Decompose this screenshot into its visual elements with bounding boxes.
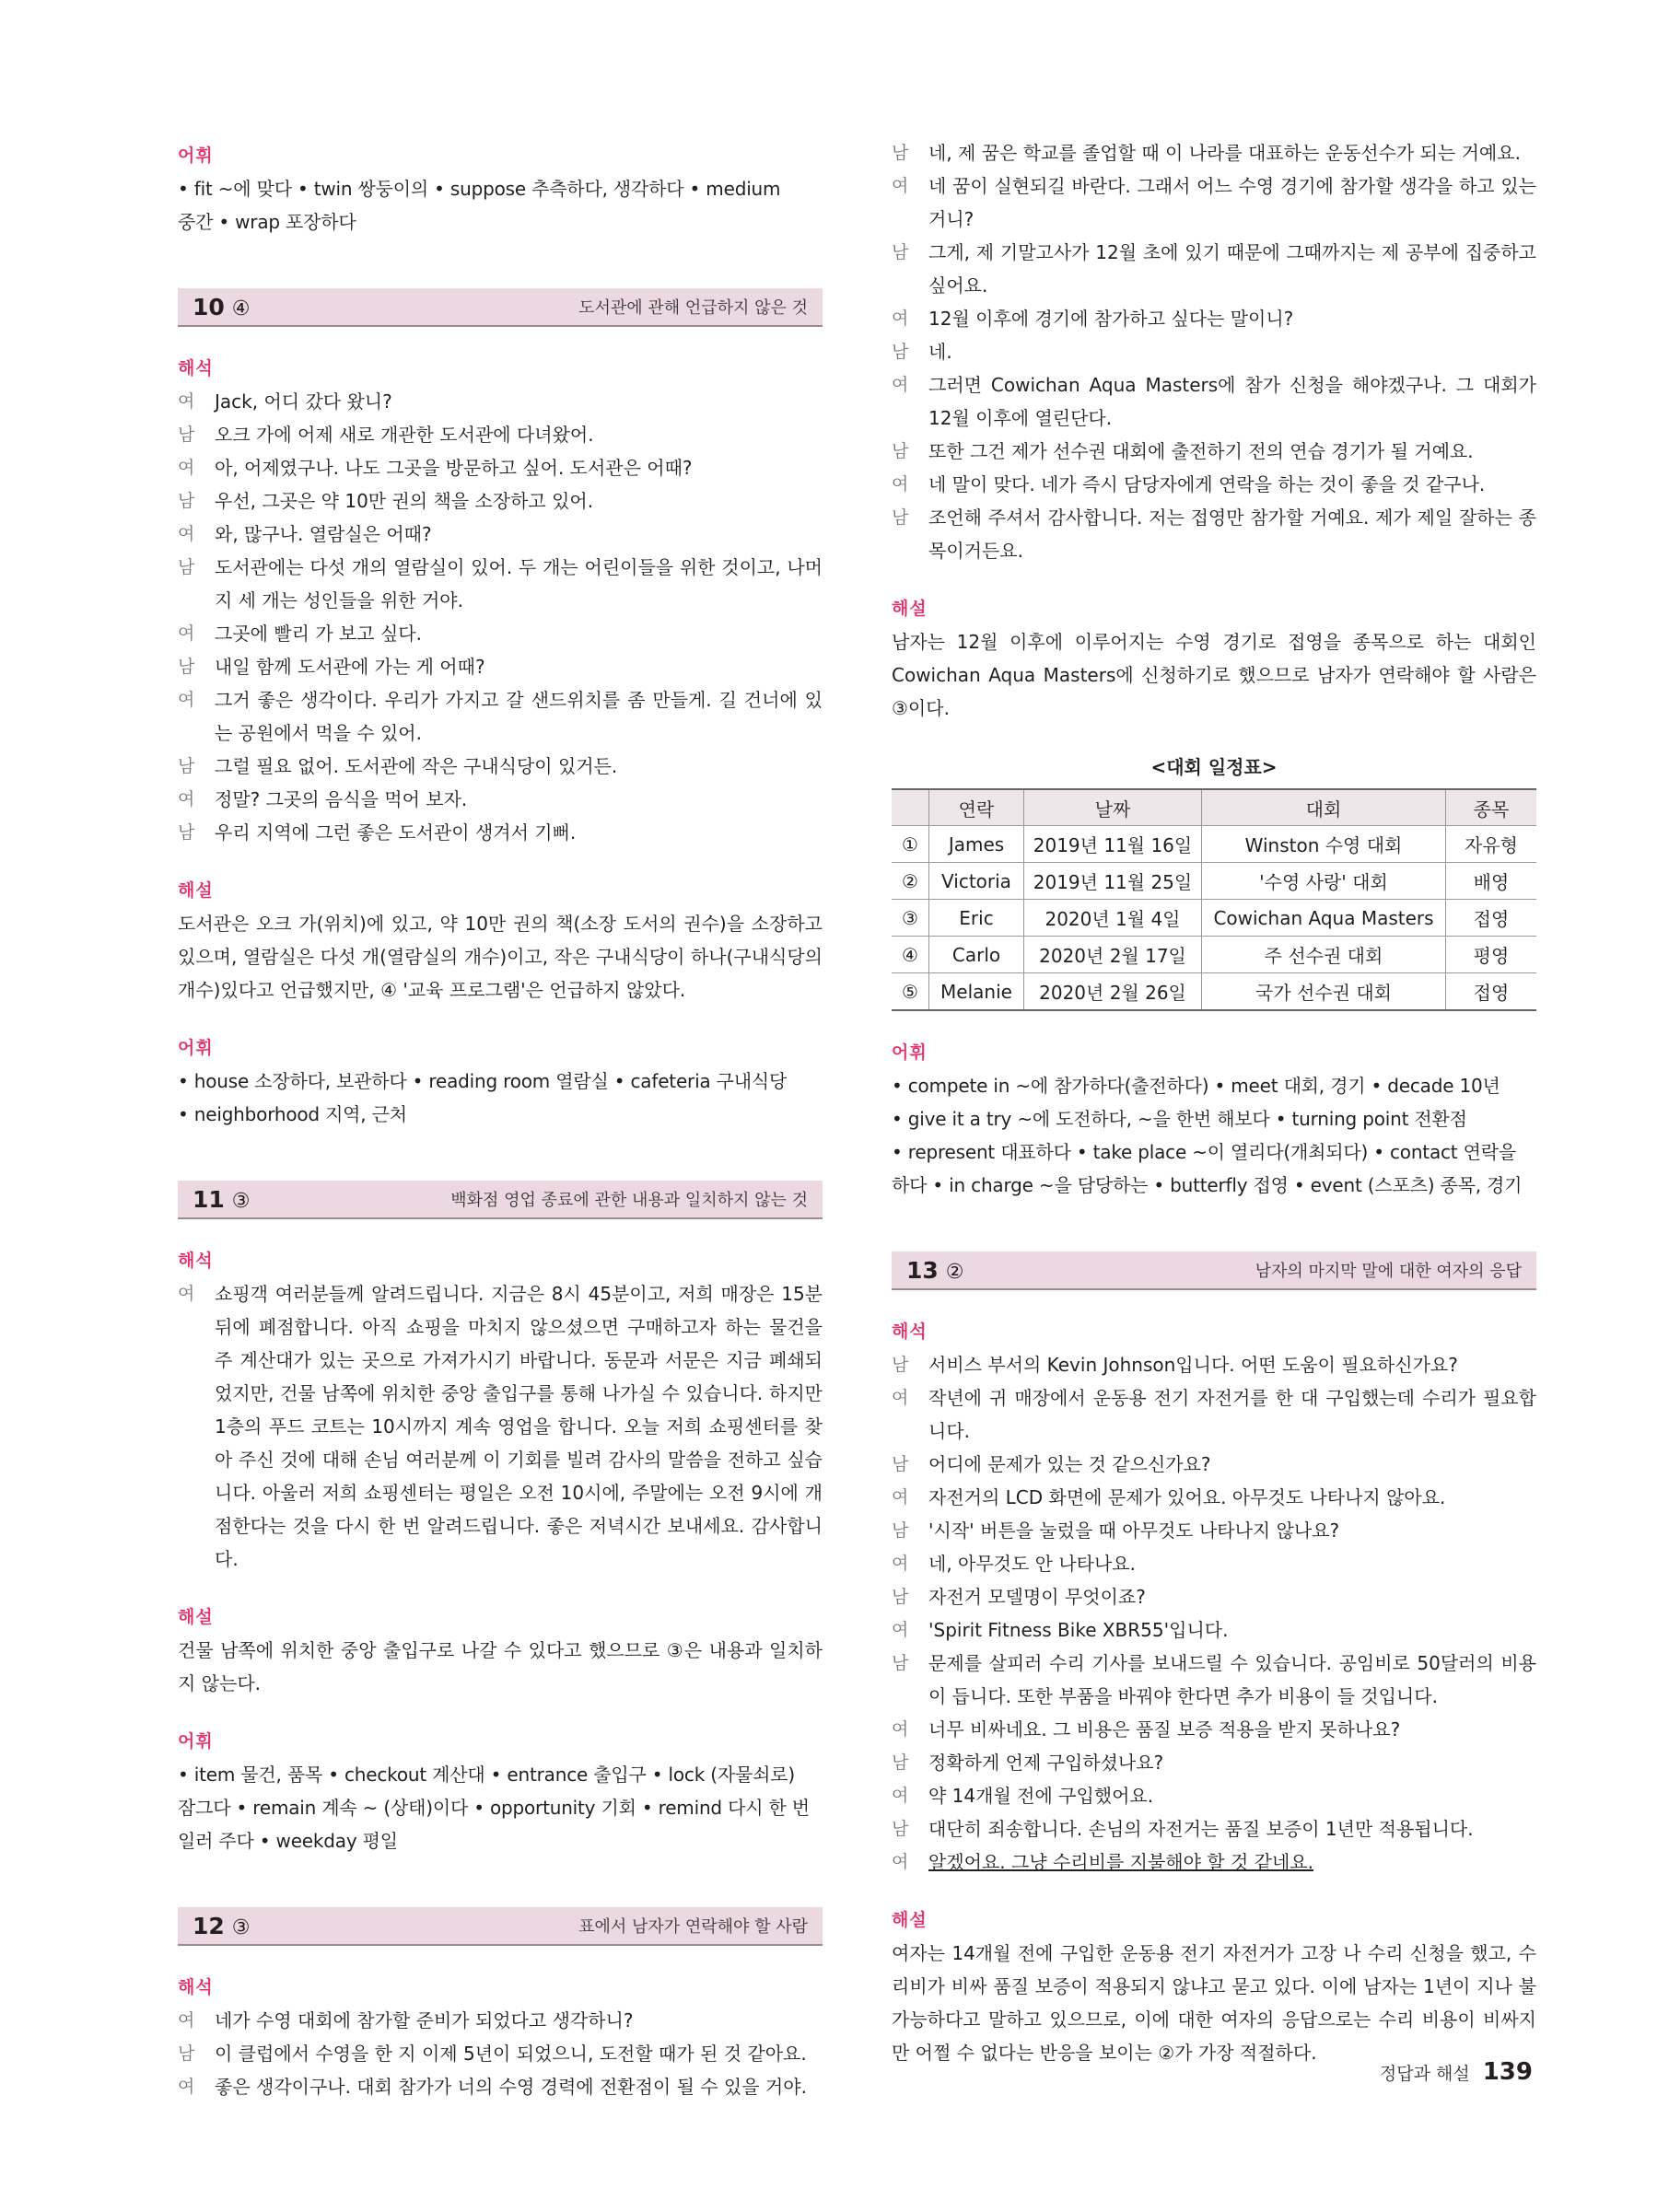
dialogue-line xyxy=(892,1481,1536,1514)
speaker: 여 xyxy=(178,2010,195,2031)
line-text: 'Spirit Fitness Bike XBR55'입니다. xyxy=(928,1619,1229,1641)
question-10-header xyxy=(178,288,823,327)
dialogue-line xyxy=(178,783,823,816)
translation-heading: 해석 xyxy=(178,358,214,378)
dialogue-line xyxy=(892,236,1536,302)
speaker: 남 xyxy=(892,1653,909,1673)
dialogue-line xyxy=(892,1779,1536,1812)
column-header: 날짜 xyxy=(1024,789,1202,826)
table-cell: Cowichan Aqua Masters xyxy=(1202,900,1446,937)
line-text: 작년에 귀 매장에서 운동용 전기 자전거를 한 대 구입했는데 수리가 필요합니다. xyxy=(928,1387,1536,1442)
table-cell: Carlo xyxy=(929,937,1024,973)
line-text: 네. xyxy=(928,341,952,363)
line-text: 쇼핑객 여러분들께 알려드립니다. 지금은 8시 45분이고, 저희 매장은 15분 뒤에 폐점합니다. 아직 쇼핑을 마치지 않으셨으면 구매하고자 하는 물건을 주 계산대가 있는 곳으로 가져가시기 바랍니다. 동문과 서문은 지금 폐쇄되었지만, 건물 남쪽에 위치한 중앙 출입구를 통해 나가실 수 있습니다. 하지만 1층의 푸드 코트는 10시까지 계속 영업을 합니다. 오늘 저희 쇼핑센터를 찾아 주신 것에 대해 손님 여러분께 이 기회를 빌려 감사의 말씀을 전하고 싶습니다. 아울러 저희 쇼핑센터는 평일은 오전 10시에, 주말에는 오전 9시에 개점한다는 것을 다시 한 번 알려드립니다. 좋은 저녁시간 보내세요. 감사합니다. xyxy=(215,1283,823,1570)
line-text: 그곳에 빨리 가 보고 싶다. xyxy=(215,623,422,645)
question-number: 10 ④ xyxy=(193,293,251,320)
dialogue-line xyxy=(892,435,1536,468)
speaker: 남 xyxy=(892,441,909,461)
column-header: 대회 xyxy=(1202,789,1446,826)
table-cell: 자유형 xyxy=(1446,826,1537,863)
right-column xyxy=(892,136,1536,2069)
dialogue-line xyxy=(892,468,1536,501)
page-number: 139 xyxy=(1482,2058,1533,2086)
table-row xyxy=(892,863,1536,900)
table-cell: ② xyxy=(892,863,929,900)
speaker: 여 xyxy=(892,1554,909,1574)
dialogue-line xyxy=(892,169,1536,236)
page-footer xyxy=(1380,2058,1533,2086)
dialogue-line xyxy=(178,2070,823,2103)
line-text: 정확하게 언제 구입하셨나요? xyxy=(928,1752,1164,1774)
table-cell: Winston 수영 대회 xyxy=(1202,826,1446,863)
question-topic: 남자의 마지막 말에 대한 여자의 응답 xyxy=(1255,1262,1522,1281)
dialogue-line xyxy=(892,368,1536,435)
dialogue-line xyxy=(892,1580,1536,1613)
line-text: 약 14개월 전에 구입했어요. xyxy=(928,1785,1154,1807)
dialogue-line xyxy=(892,501,1536,567)
table-cell: 배영 xyxy=(1446,863,1537,900)
answer-mark: ② xyxy=(945,1260,964,1284)
speaker: 여 xyxy=(892,375,909,395)
dialogue-line xyxy=(178,418,823,451)
speaker: 여 xyxy=(892,1620,909,1640)
explanation-heading: 해설 xyxy=(892,599,928,619)
table-cell: 국가 선수권 대회 xyxy=(1202,973,1446,1011)
vocab-line: • house 소장하다, 보관하다 • reading room 열람실 • cafeteria 구내식당 xyxy=(178,1070,788,1092)
explanation-heading: 해설 xyxy=(892,1910,928,1930)
dialogue xyxy=(178,385,823,849)
line-text: 서비스 부서의 Kevin Johnson입니다. 어떤 도움이 필요하신가요? xyxy=(928,1354,1458,1376)
speaker: 남 xyxy=(892,1819,909,1839)
vocab-heading: 어휘 xyxy=(178,146,214,166)
table-cell: 2019년 11월 16일 xyxy=(1024,826,1202,863)
answer-mark: ③ xyxy=(231,1915,251,1939)
speaker: 남 xyxy=(892,1355,909,1375)
table-cell: James xyxy=(929,826,1024,863)
footer-label: 정답과 해설 xyxy=(1379,2064,1470,2084)
dialogue-line xyxy=(178,484,823,518)
dialogue-line xyxy=(178,650,823,683)
table-row xyxy=(892,937,1536,973)
explanation-text: 도서관은 오크 가(위치)에 있고, 약 10만 권의 책(소장 도서의 권수)을 소장하고 있으며, 열람실은 다섯 개(열람실의 개수)이고, 작은 구내식당이 하나(구내식당의 개수)있다고 언급했지만, ④ '교육 프로그램'은 언급하지 않았다. xyxy=(178,913,823,1001)
speaker: 남 xyxy=(178,822,195,843)
table-cell: 주 선수권 대회 xyxy=(1202,937,1446,973)
line-text: 우선, 그곳은 약 10만 권의 책을 소장하고 있어. xyxy=(215,490,594,512)
table-header-row xyxy=(892,789,1536,826)
line-text: 또한 그건 제가 선수권 대회에 출전하기 전의 연습 경기가 될 거예요. xyxy=(928,440,1474,462)
translation-heading: 해석 xyxy=(892,1321,928,1342)
line-text: Jack, 어디 갔다 왔니? xyxy=(215,390,392,413)
line-text: 문제를 살피러 수리 기사를 보내드릴 수 있습니다. 공임비로 50달러의 비용이 듭니다. 또한 부품을 바꿔야 한다면 추가 비용이 들 것입니다. xyxy=(928,1652,1536,1707)
table-cell: 2020년 2월 26일 xyxy=(1024,973,1202,1011)
line-text: 내일 함께 도서관에 가는 게 어때? xyxy=(215,656,485,678)
speaker: 여 xyxy=(892,1786,909,1806)
speaker: 남 xyxy=(892,242,909,262)
line-text: 12월 이후에 경기에 참가하고 싶다는 말이니? xyxy=(928,308,1294,330)
speaker: 남 xyxy=(892,507,909,528)
table-cell: 2020년 1월 4일 xyxy=(1024,900,1202,937)
line-text: 그러면 Cowichan Aqua Masters에 참가 신청을 해야겠구나. 그 대회가 12월 이후에 열린단다. xyxy=(928,374,1536,429)
dialogue-line xyxy=(178,451,823,484)
dialogue-line xyxy=(178,683,823,750)
vocab-line: 중간 • wrap 포장하다 xyxy=(178,211,356,233)
dialogue-line xyxy=(892,1381,1536,1448)
line-text: 네, 제 꿈은 학교를 졸업할 때 이 나라를 대표하는 운동선수가 되는 거예요. xyxy=(928,142,1521,164)
speaker: 여 xyxy=(178,789,195,809)
table-cell: Victoria xyxy=(929,863,1024,900)
table-cell: ④ xyxy=(892,937,929,973)
dialogue-line xyxy=(892,136,1536,169)
table-row xyxy=(892,973,1536,1011)
speaker: 여 xyxy=(178,524,195,544)
table-cell: 2020년 2월 17일 xyxy=(1024,937,1202,973)
question-number: 13 ② xyxy=(906,1256,964,1284)
dialogue xyxy=(892,136,1536,567)
speaker: 여 xyxy=(178,391,195,412)
dialogue-line xyxy=(178,518,823,551)
dialogue-line xyxy=(892,1348,1536,1381)
line-text: 어디에 문제가 있는 것 같으신가요? xyxy=(928,1453,1211,1475)
dialogue-line xyxy=(892,1746,1536,1779)
speaker: 여 xyxy=(892,309,909,329)
dialogue-line xyxy=(178,2037,823,2070)
line-text: 오크 가에 어제 새로 개관한 도서관에 다녀왔어. xyxy=(215,424,594,446)
line-text: 너무 비싸네요. 그 비용은 품질 보증 적용을 받지 못하나요? xyxy=(928,1718,1401,1740)
speaker: 여 xyxy=(892,1719,909,1740)
competition-schedule-table xyxy=(892,788,1536,1011)
line-text: 우리 지역에 그런 좋은 도서관이 생겨서 기뻐. xyxy=(215,821,577,844)
question-topic: 백화점 영업 종료에 관한 내용과 일치하지 않는 것 xyxy=(450,1191,808,1210)
table-cell: ⑤ xyxy=(892,973,929,1011)
vocab-line: • compete in ~에 참가하다(출전하다) • meet 대회, 경기 • decade 10년 xyxy=(892,1075,1500,1097)
speaker: 남 xyxy=(178,425,195,445)
speaker: 남 xyxy=(892,143,909,163)
column-header: 연락 xyxy=(929,789,1024,826)
dialogue-line xyxy=(178,2004,823,2037)
line-text: 네 꿈이 실현되길 바란다. 그래서 어느 수영 경기에 참가할 생각을 하고 있는 거니? xyxy=(928,175,1536,230)
explanation-text: 건물 남쪽에 위치한 중앙 출입구로 나갈 수 있다고 했으므로 ③은 내용과 일치하지 않는다. xyxy=(178,1639,823,1694)
line-text: 네, 아무것도 안 나타나요. xyxy=(928,1553,1136,1575)
speaker: 여 xyxy=(178,458,195,478)
line-text: 그거 좋은 생각이다. 우리가 가지고 갈 샌드위치를 좀 만들게. 길 건너에 있는 공원에서 먹을 수 있어. xyxy=(215,689,823,744)
vocab-line: 잠그다 • remain 계속 ~ (상태)이다 • opportunity 기회 • remind 다시 한 번 xyxy=(178,1797,810,1819)
vocab-line: • fit ~에 맞다 • twin 쌍둥이의 • suppose 추측하다, 생각하다 • medium xyxy=(178,178,781,200)
question-12-header xyxy=(178,1907,823,1946)
table-cell: ① xyxy=(892,826,929,863)
dialogue-line xyxy=(892,335,1536,368)
question-number: 11 ③ xyxy=(193,1185,251,1213)
line-text: 그럴 필요 없어. 도서관에 작은 구내식당이 있거든. xyxy=(215,755,618,777)
vocab-line: • represent 대표하다 • take place ~이 열리다(개최되다) • contact 연락을 xyxy=(892,1141,1516,1163)
line-text: 정말? 그곳의 음식을 먹어 보자. xyxy=(215,788,468,810)
table-cell: 2019년 11월 25일 xyxy=(1024,863,1202,900)
left-column xyxy=(178,136,823,2103)
dialogue-line xyxy=(892,1547,1536,1580)
speaker: 남 xyxy=(892,1752,909,1773)
question-11-header xyxy=(178,1181,823,1219)
line-text: 도서관에는 다섯 개의 열람실이 있어. 두 개는 어린이들을 위한 것이고, 나머지 세 개는 성인들을 위한 거야. xyxy=(215,556,823,611)
line-text: 아, 어제였구나. 나도 그곳을 방문하고 싶어. 도서관은 어때? xyxy=(215,457,693,479)
line-text: 이 클럽에서 수영을 한 지 이제 5년이 되었으니, 도전할 때가 된 것 같아요. xyxy=(215,2043,807,2065)
speaker: 남 xyxy=(178,2043,195,2064)
question-13-header xyxy=(892,1252,1536,1290)
line-text: 자전거 모델명이 무엇이죠? xyxy=(928,1586,1146,1608)
dialogue-line xyxy=(892,1713,1536,1746)
speaker: 남 xyxy=(178,491,195,511)
dialogue xyxy=(892,1348,1536,1879)
line-text: 그게, 제 기말고사가 12월 초에 있기 때문에 그때까지는 제 공부에 집중하고 싶어요. xyxy=(928,241,1536,297)
dialogue-line xyxy=(178,617,823,650)
vocab-heading: 어휘 xyxy=(178,1038,214,1058)
table-row xyxy=(892,826,1536,863)
speaker: 여 xyxy=(178,690,195,710)
table-cell: Eric xyxy=(929,900,1024,937)
vocab-heading: 어휘 xyxy=(892,1042,928,1063)
speaker: 남 xyxy=(892,342,909,362)
dialogue-line xyxy=(892,1448,1536,1481)
dialogue-line xyxy=(892,302,1536,335)
speaker: 여 xyxy=(892,1388,909,1408)
dialogue-line xyxy=(892,1845,1536,1879)
speaker: 여 xyxy=(892,1852,909,1872)
translation-heading: 해석 xyxy=(178,1977,214,1997)
dialogue-line xyxy=(892,1647,1536,1713)
table-title: <대회 일정표> xyxy=(1150,756,1278,778)
speaker: 여 xyxy=(892,176,909,196)
speaker: 남 xyxy=(892,1587,909,1607)
speaker: 남 xyxy=(892,1520,909,1541)
speaker: 남 xyxy=(178,756,195,776)
vocab-line: • neighborhood 지역, 근처 xyxy=(178,1103,407,1125)
vocab-line: • item 물건, 품목 • checkout 계산대 • entrance 출입구 • lock (자물쇠로) xyxy=(178,1764,795,1786)
explanation-heading: 해설 xyxy=(178,880,214,901)
table-row xyxy=(892,900,1536,937)
table-cell: Melanie xyxy=(929,973,1024,1011)
speaker: 남 xyxy=(178,557,195,577)
question-topic: 도서관에 관해 언급하지 않은 것 xyxy=(578,298,808,318)
speaker: 남 xyxy=(178,657,195,677)
dialogue-line xyxy=(178,750,823,783)
question-number: 12 ③ xyxy=(193,1912,251,1939)
speaker: 여 xyxy=(178,1284,195,1304)
dialogue-line xyxy=(892,1514,1536,1547)
vocab-line: 하다 • in charge ~을 담당하는 • butterfly 접영 • event (스포츠) 종목, 경기 xyxy=(892,1174,1523,1196)
explanation-text: 여자는 14개월 전에 구입한 운동용 전기 자전거가 고장 나 수리 신청을 했고, 수리비가 비싸 품질 보증이 적용되지 않냐고 묻고 있다. 이에 남자는 1년이 지나 불가능하다고 말하고 있으므로, 이에 대한 여자의 응답으로는 수리 비용이 비싸지만 어쩔 수 없다는 반응을 보이는 ②가 가장 적절하다. xyxy=(892,1942,1536,2064)
column-header: 종목 xyxy=(1446,789,1537,826)
speaker: 남 xyxy=(892,1454,909,1474)
line-text: 자전거의 LCD 화면에 문제가 있어요. 아무것도 나타나지 않아요. xyxy=(928,1486,1446,1508)
line-text: 조언해 주셔서 감사합니다. 저는 접영만 참가할 거예요. 제가 제일 잘하는 종목이거든요. xyxy=(928,506,1536,562)
column-header xyxy=(892,789,929,826)
line-text: 대단히 죄송합니다. 손님의 자전거는 품질 보증이 1년만 적용됩니다. xyxy=(928,1818,1474,1840)
speaker: 여 xyxy=(892,474,909,495)
line-text: 와, 많구나. 열람실은 어때? xyxy=(215,523,432,545)
dialogue-line xyxy=(178,816,823,849)
table-cell: '수영 사랑' 대회 xyxy=(1202,863,1446,900)
vocab-heading: 어휘 xyxy=(178,1731,214,1752)
speaker: 여 xyxy=(178,2077,195,2097)
table-cell: 접영 xyxy=(1446,900,1537,937)
line-text: 네가 수영 대회에 참가할 준비가 되었다고 생각하니? xyxy=(215,2009,634,2032)
table-cell: ③ xyxy=(892,900,929,937)
dialogue-line xyxy=(178,1277,823,1576)
underlined-answer-text: 알겠어요. 그냥 수리비를 지불해야 할 것 같네요. xyxy=(928,1851,1313,1873)
answer-mark: ④ xyxy=(231,297,251,320)
dialogue-line xyxy=(892,1613,1536,1647)
dialogue-line xyxy=(892,1812,1536,1845)
explanation-text: 남자는 12월 이후에 이루어지는 수영 경기로 접영을 종목으로 하는 대회인 Cowichan Aqua Masters에 신청하기로 했으므로 남자가 연락해야 할 사람은 ③이다. xyxy=(892,631,1536,719)
answer-mark: ③ xyxy=(231,1189,251,1213)
line-text: 네 말이 맞다. 네가 즉시 담당자에게 연락을 하는 것이 좋을 것 같구나. xyxy=(928,473,1486,495)
question-topic: 표에서 남자가 연락해야 할 사람 xyxy=(578,1917,808,1937)
translation-heading: 해석 xyxy=(178,1251,214,1271)
dialogue-line xyxy=(178,385,823,418)
line-text: 좋은 생각이구나. 대회 참가가 너의 수영 경력에 전환점이 될 수 있을 거야. xyxy=(215,2076,807,2098)
explanation-heading: 해설 xyxy=(178,1607,214,1627)
vocab-line: • give it a try ~에 도전하다, ~을 한번 해보다 • turning point 전환점 xyxy=(892,1108,1467,1130)
speaker: 여 xyxy=(178,623,195,644)
vocab-line: 일러 주다 • weekday 평일 xyxy=(178,1830,398,1852)
table-cell: 평영 xyxy=(1446,937,1537,973)
table-cell: 접영 xyxy=(1446,973,1537,1011)
speaker: 여 xyxy=(892,1487,909,1508)
dialogue-line xyxy=(178,551,823,617)
line-text: '시작' 버튼을 눌렀을 때 아무것도 나타나지 않나요? xyxy=(928,1519,1340,1542)
